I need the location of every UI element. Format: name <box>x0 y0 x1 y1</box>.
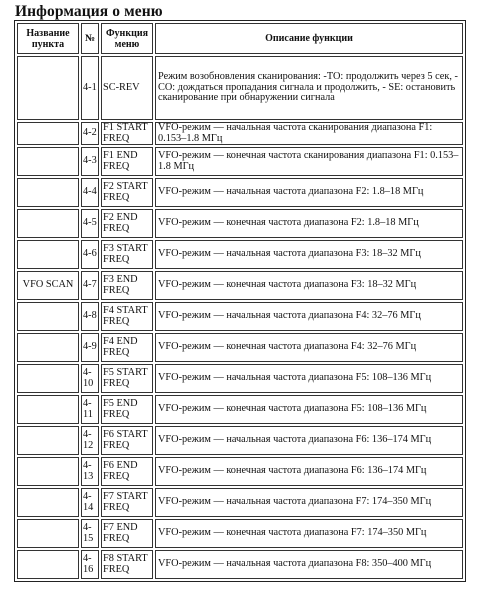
item-number-cell: 4-11 <box>81 395 99 424</box>
item-function-cell: F2 END FREQ <box>101 209 153 238</box>
item-description-cell: VFO-режим — начальная частота диапазона F2: 1.8–18 МГц <box>155 178 463 207</box>
header-name: Название пункта <box>17 23 79 54</box>
item-function-cell: F7 END FREQ <box>101 519 153 548</box>
item-description-cell: VFO-режим — конечная частота диапазона F6: 136–174 МГц <box>155 457 463 486</box>
table-body <box>17 56 463 579</box>
table-row <box>17 457 463 486</box>
item-function-cell: F1 START FREQ <box>101 122 153 145</box>
item-name-cell <box>17 122 79 145</box>
item-name-cell <box>17 488 79 517</box>
item-description-cell: Режим возобновления сканирования: -TO: продолжить через 5 сек, - CO: дождаться пропадания сигнала и продолжить, - SE: остановить сканирование при обнаружении сигнала <box>155 56 463 120</box>
item-function-cell: F5 START FREQ <box>101 364 153 393</box>
item-function-cell: F6 START FREQ <box>101 426 153 455</box>
item-name-cell <box>17 519 79 548</box>
header-func: Функция меню <box>101 23 153 54</box>
item-function-cell: SC-REV <box>101 56 153 120</box>
table-row <box>17 209 463 238</box>
item-name-cell <box>17 178 79 207</box>
table-row <box>17 271 463 300</box>
item-function-cell: F8 START FREQ <box>101 550 153 579</box>
item-function-cell: F6 END FREQ <box>101 457 153 486</box>
item-number-cell: 4-7 <box>81 271 99 300</box>
item-description-cell: VFO-режим — начальная частота диапазона F5: 108–136 МГц <box>155 364 463 393</box>
item-number-cell: 4-5 <box>81 209 99 238</box>
item-description-cell: VFO-режим — конечная частота сканирования диапазона F1: 0.153–1.8 МГц <box>155 147 463 176</box>
item-number-cell: 4-12 <box>81 426 99 455</box>
item-name-cell <box>17 550 79 579</box>
item-function-cell: F5 END FREQ <box>101 395 153 424</box>
item-number-cell: 4-3 <box>81 147 99 176</box>
page-title: Информация о меню <box>15 3 163 20</box>
item-description-cell: VFO-режим — начальная частота диапазона F7: 174–350 МГц <box>155 488 463 517</box>
item-number-cell: 4-16 <box>81 550 99 579</box>
item-description-cell: VFO-режим — начальная частота диапазона F8: 350–400 МГц <box>155 550 463 579</box>
item-function-cell: F3 END FREQ <box>101 271 153 300</box>
table-row <box>17 302 463 331</box>
item-function-cell: F1 END FREQ <box>101 147 153 176</box>
table-row <box>17 395 463 424</box>
item-name-cell <box>17 333 79 362</box>
item-name-cell <box>17 395 79 424</box>
item-number-cell: 4-13 <box>81 457 99 486</box>
item-name-cell <box>17 147 79 176</box>
item-description-cell: VFO-режим — конечная частота диапазона F2: 1.8–18 МГц <box>155 209 463 238</box>
header-row <box>17 23 463 54</box>
item-name-cell: VFO SCAN <box>17 271 79 300</box>
item-number-cell: 4-2 <box>81 122 99 145</box>
item-function-cell: F3 START FREQ <box>101 240 153 269</box>
item-description-cell: VFO-режим — начальная частота диапазона F6: 136–174 МГц <box>155 426 463 455</box>
item-function-cell: F4 END FREQ <box>101 333 153 362</box>
item-number-cell: 4-14 <box>81 488 99 517</box>
item-description-cell: VFO-режим — начальная частота диапазона F3: 18–32 МГц <box>155 240 463 269</box>
table-row <box>17 364 463 393</box>
item-name-cell <box>17 240 79 269</box>
table-row <box>17 56 463 120</box>
item-description-cell: VFO-режим — конечная частота диапазона F7: 174–350 МГц <box>155 519 463 548</box>
header-desc: Описание функции <box>155 23 463 54</box>
item-number-cell: 4-15 <box>81 519 99 548</box>
header-num: № <box>81 23 99 54</box>
item-function-cell: F4 START FREQ <box>101 302 153 331</box>
item-name-cell <box>17 457 79 486</box>
item-name-cell <box>17 56 79 120</box>
item-number-cell: 4-9 <box>81 333 99 362</box>
item-name-cell <box>17 364 79 393</box>
table-row <box>17 519 463 548</box>
item-description-cell: VFO-режим — начальная частота сканирования диапазона F1: 0.153–1.8 МГц <box>155 122 463 145</box>
item-number-cell: 4-8 <box>81 302 99 331</box>
item-number-cell: 4-10 <box>81 364 99 393</box>
item-number-cell: 4-1 <box>81 56 99 120</box>
table-row <box>17 426 463 455</box>
table-row <box>17 333 463 362</box>
item-description-cell: VFO-режим — конечная частота диапазона F5: 108–136 МГц <box>155 395 463 424</box>
menu-info-table <box>14 20 466 582</box>
table-row <box>17 178 463 207</box>
item-function-cell: F7 START FREQ <box>101 488 153 517</box>
item-name-cell <box>17 302 79 331</box>
item-description-cell: VFO-режим — начальная частота диапазона F4: 32–76 МГц <box>155 302 463 331</box>
item-description-cell: VFO-режим — конечная частота диапазона F4: 32–76 МГц <box>155 333 463 362</box>
table-row <box>17 240 463 269</box>
table-row <box>17 147 463 176</box>
item-description-cell: VFO-режим — конечная частота диапазона F3: 18–32 МГц <box>155 271 463 300</box>
item-number-cell: 4-6 <box>81 240 99 269</box>
table-row <box>17 122 463 145</box>
item-name-cell <box>17 209 79 238</box>
item-function-cell: F2 START FREQ <box>101 178 153 207</box>
item-name-cell <box>17 426 79 455</box>
item-number-cell: 4-4 <box>81 178 99 207</box>
table-row <box>17 550 463 579</box>
table-row <box>17 488 463 517</box>
